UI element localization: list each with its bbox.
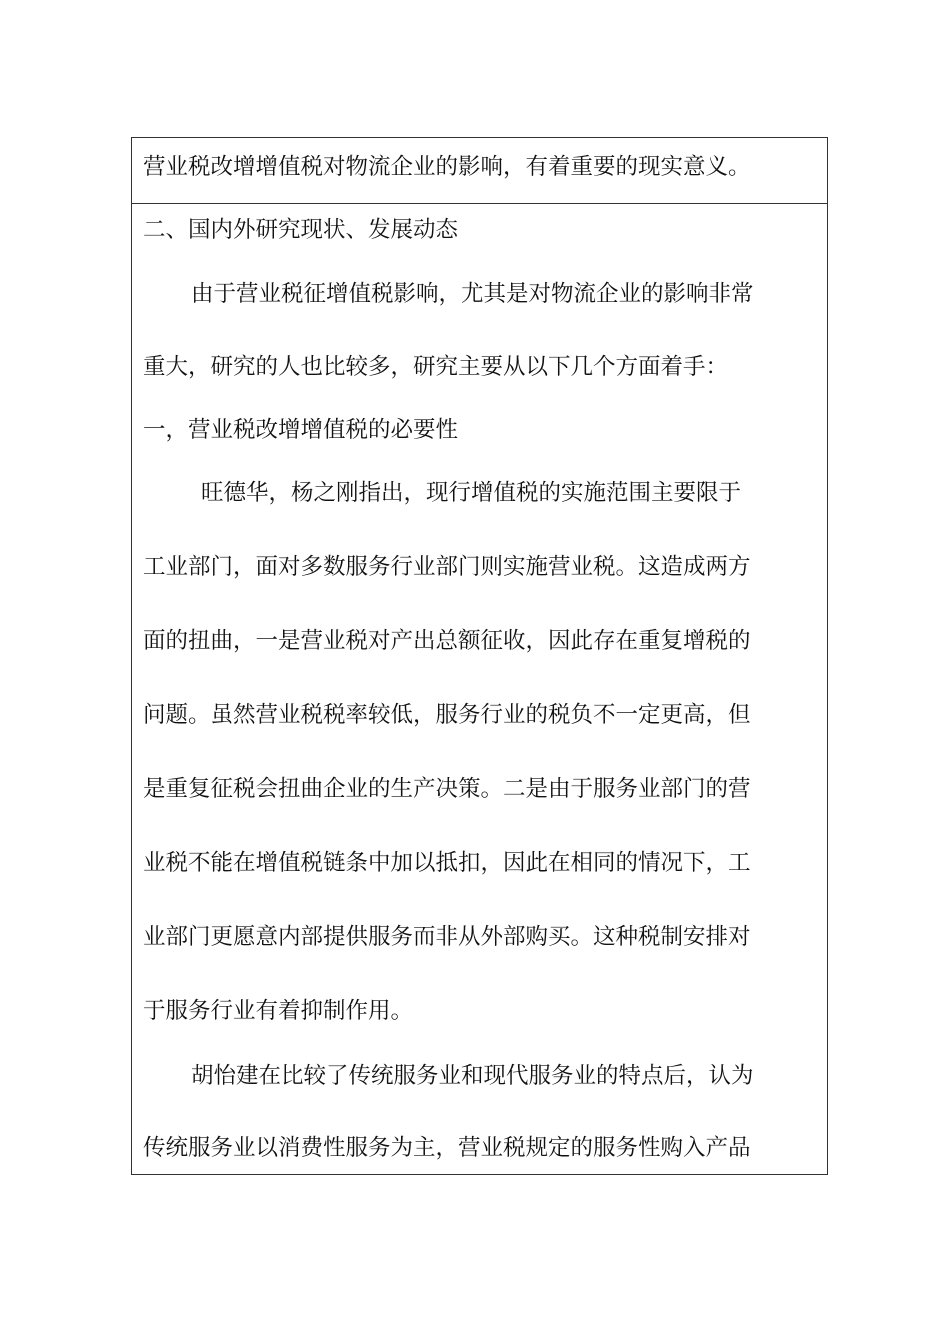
document-table [131, 137, 828, 1175]
paragraph-wang-line-6: 业税不能在增值税链条中加以抵扣，因此在相同的情况下，工 [143, 850, 751, 876]
subheading-necessity: 一，营业税改增增值税的必要性 [143, 417, 459, 443]
paragraph-wang-line-8: 于服务行业有着抑制作用。 [143, 998, 414, 1024]
table-row-top [132, 138, 827, 204]
paragraph-wang-line-3: 面的扭曲，一是营业税对产出总额征收，因此存在重复增税的 [143, 628, 751, 654]
intro-line-1: 由于营业税征增值税影响，尤其是对物流企业的影响非常 [191, 281, 754, 307]
intro-line-2: 重大，研究的人也比较多，研究主要从以下几个方面着手： [143, 354, 729, 380]
paragraph-wang-line-4: 问题。虽然营业税税率较低，服务行业的税负不一定更高，但 [143, 702, 751, 728]
paragraph-wang-line-7: 业部门更愿意内部提供服务而非从外部购买。这种税制安排对 [143, 924, 751, 950]
paragraph-wang-line-1: 旺德华，杨之刚指出，现行增值税的实施范围主要限于 [201, 480, 742, 506]
paragraph-hu-line-1: 胡怡建在比较了传统服务业和现代服务业的特点后，认为 [191, 1063, 754, 1089]
paragraph-wang-line-2: 工业部门，面对多数服务行业部门则实施营业税。这造成两方 [143, 554, 751, 580]
paragraph-wang-line-5: 是重复征税会扭曲企业的生产决策。二是由于服务业部门的营 [143, 776, 751, 802]
paragraph-hu-line-2: 传统服务业以消费性服务为主，营业税规定的服务性购入产品 [143, 1135, 751, 1161]
section-heading: 二、国内外研究现状、发展动态 [143, 217, 459, 243]
top-row-text: 营业税改增增值税对物流企业的影响，有着重要的现实意义。 [143, 154, 751, 180]
